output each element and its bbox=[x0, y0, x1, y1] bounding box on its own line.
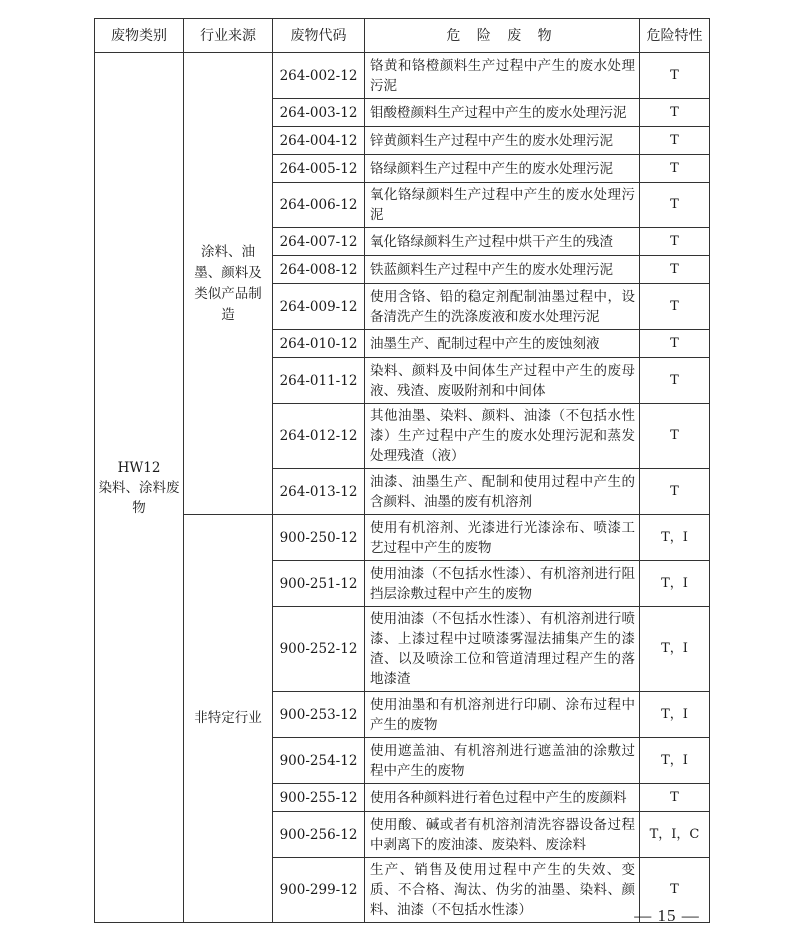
waste-description: 铬黄和铬橙颜料生产过程中产生的废水处理污泥 bbox=[365, 53, 640, 99]
waste-code: 264-006-12 bbox=[273, 183, 365, 228]
waste-description: 油漆、油墨生产、配制和使用过程中产生的含颜料、油墨的废有机溶剂 bbox=[365, 469, 640, 515]
header-code: 废物代码 bbox=[273, 19, 365, 53]
industry-source-cell: 非特定行业 bbox=[184, 515, 273, 923]
waste-code: 264-009-12 bbox=[273, 284, 365, 330]
waste-code: 264-013-12 bbox=[273, 469, 365, 515]
hazard-characteristic: T bbox=[640, 127, 710, 155]
waste-code: 900-256-12 bbox=[273, 812, 365, 858]
waste-code: 900-251-12 bbox=[273, 561, 365, 607]
hazard-characteristic: T bbox=[640, 284, 710, 330]
table-row bbox=[95, 515, 710, 561]
waste-description: 氧化铬绿颜料生产过程中烘干产生的残渣 bbox=[365, 228, 640, 256]
hazard-characteristic: T bbox=[640, 256, 710, 284]
waste-code: 264-011-12 bbox=[273, 358, 365, 404]
waste-description: 使用含铬、铅的稳定剂配制油墨过程中，设备清洗产生的洗涤废液和废水处理污泥 bbox=[365, 284, 640, 330]
waste-description: 使用有机溶剂、光漆进行光漆涂布、喷漆工艺过程中产生的废物 bbox=[365, 515, 640, 561]
waste-code: 900-250-12 bbox=[273, 515, 365, 561]
waste-category-cell bbox=[95, 53, 184, 923]
waste-description: 使用油墨和有机溶剂进行印刷、涂布过程中产生的废物 bbox=[365, 692, 640, 738]
waste-description: 油墨生产、配制过程中产生的废蚀刻液 bbox=[365, 330, 640, 358]
waste-code: 264-002-12 bbox=[273, 53, 365, 99]
header-row bbox=[95, 19, 710, 53]
hazard-characteristic: T bbox=[640, 99, 710, 127]
waste-description: 使用各种颜料进行着色过程中产生的废颜料 bbox=[365, 784, 640, 812]
waste-description: 铬绿颜料生产过程中产生的废水处理污泥 bbox=[365, 155, 640, 183]
waste-category-code: HW12 bbox=[117, 459, 161, 476]
waste-code: 264-003-12 bbox=[273, 99, 365, 127]
hazard-characteristic: T bbox=[640, 53, 710, 99]
waste-description: 染料、颜料及中间体生产过程中产生的废母液、残渣、废吸附剂和中间体 bbox=[365, 358, 640, 404]
industry-source-cell: 涂料、油墨、颜料及类似产品制造 bbox=[184, 53, 273, 515]
hazard-characteristic: T bbox=[640, 183, 710, 228]
header-source: 行业来源 bbox=[184, 19, 273, 53]
hazard-characteristic: T bbox=[640, 784, 710, 812]
waste-code: 900-252-12 bbox=[273, 607, 365, 692]
hazard-characteristic: T，I bbox=[640, 692, 710, 738]
hazard-characteristic: T bbox=[640, 404, 710, 469]
hazard-characteristic: T bbox=[640, 858, 710, 923]
hazardous-waste-table bbox=[94, 18, 710, 923]
waste-description: 锌黄颜料生产过程中产生的废水处理污泥 bbox=[365, 127, 640, 155]
hazard-characteristic: T bbox=[640, 358, 710, 404]
waste-code: 900-254-12 bbox=[273, 738, 365, 784]
header-characteristic: 危险特性 bbox=[640, 19, 710, 53]
hazard-characteristic: T bbox=[640, 155, 710, 183]
waste-code: 900-299-12 bbox=[273, 858, 365, 923]
waste-code: 264-008-12 bbox=[273, 256, 365, 284]
hazard-characteristic: T，I bbox=[640, 607, 710, 692]
hazard-characteristic: T bbox=[640, 469, 710, 515]
waste-description: 生产、销售及使用过程中产生的失效、变质、不合格、淘汰、伪劣的油墨、染料、颜料、油漆（不包括水性漆） bbox=[365, 858, 640, 923]
page-number: — 15 — bbox=[634, 906, 700, 925]
hazard-characteristic: T，I bbox=[640, 738, 710, 784]
table-body bbox=[95, 53, 710, 923]
hazard-characteristic: T bbox=[640, 228, 710, 256]
hazard-characteristic: T，I bbox=[640, 561, 710, 607]
waste-description: 氧化铬绿颜料生产过程中产生的废水处理污泥 bbox=[365, 183, 640, 228]
waste-code: 264-012-12 bbox=[273, 404, 365, 469]
waste-category-name: 染料、涂料废物 bbox=[98, 479, 180, 516]
waste-description: 铁蓝颜料生产过程中产生的废水处理污泥 bbox=[365, 256, 640, 284]
waste-description: 使用酸、碱或者有机溶剂清洗容器设备过程中剥离下的废油漆、废染料、废涂料 bbox=[365, 812, 640, 858]
waste-code: 900-255-12 bbox=[273, 784, 365, 812]
waste-code: 900-253-12 bbox=[273, 692, 365, 738]
waste-description: 钼酸橙颜料生产过程中产生的废水处理污泥 bbox=[365, 99, 640, 127]
header-waste: 危 险 废 物 bbox=[365, 19, 640, 53]
header-category: 废物类别 bbox=[95, 19, 184, 53]
table-row bbox=[95, 53, 710, 99]
hazard-characteristic: T，I bbox=[640, 515, 710, 561]
waste-code: 264-004-12 bbox=[273, 127, 365, 155]
hazard-characteristic: T bbox=[640, 330, 710, 358]
waste-description: 使用油漆（不包括水性漆）、有机溶剂进行喷漆、上漆过程中过喷漆雾湿法捕集产生的漆渣、以及喷涂工位和管道清理过程产生的落地漆渣 bbox=[365, 607, 640, 692]
waste-description: 其他油墨、染料、颜料、油漆（不包括水性漆）生产过程中产生的废水处理污泥和蒸发处理残渣（液） bbox=[365, 404, 640, 469]
waste-description: 使用遮盖油、有机溶剂进行遮盖油的涂敷过程中产生的废物 bbox=[365, 738, 640, 784]
hazard-characteristic: T，I，C bbox=[640, 812, 710, 858]
waste-code: 264-010-12 bbox=[273, 330, 365, 358]
waste-description: 使用油漆（不包括水性漆）、有机溶剂进行阻挡层涂敷过程中产生的废物 bbox=[365, 561, 640, 607]
waste-code: 264-005-12 bbox=[273, 155, 365, 183]
waste-code: 264-007-12 bbox=[273, 228, 365, 256]
